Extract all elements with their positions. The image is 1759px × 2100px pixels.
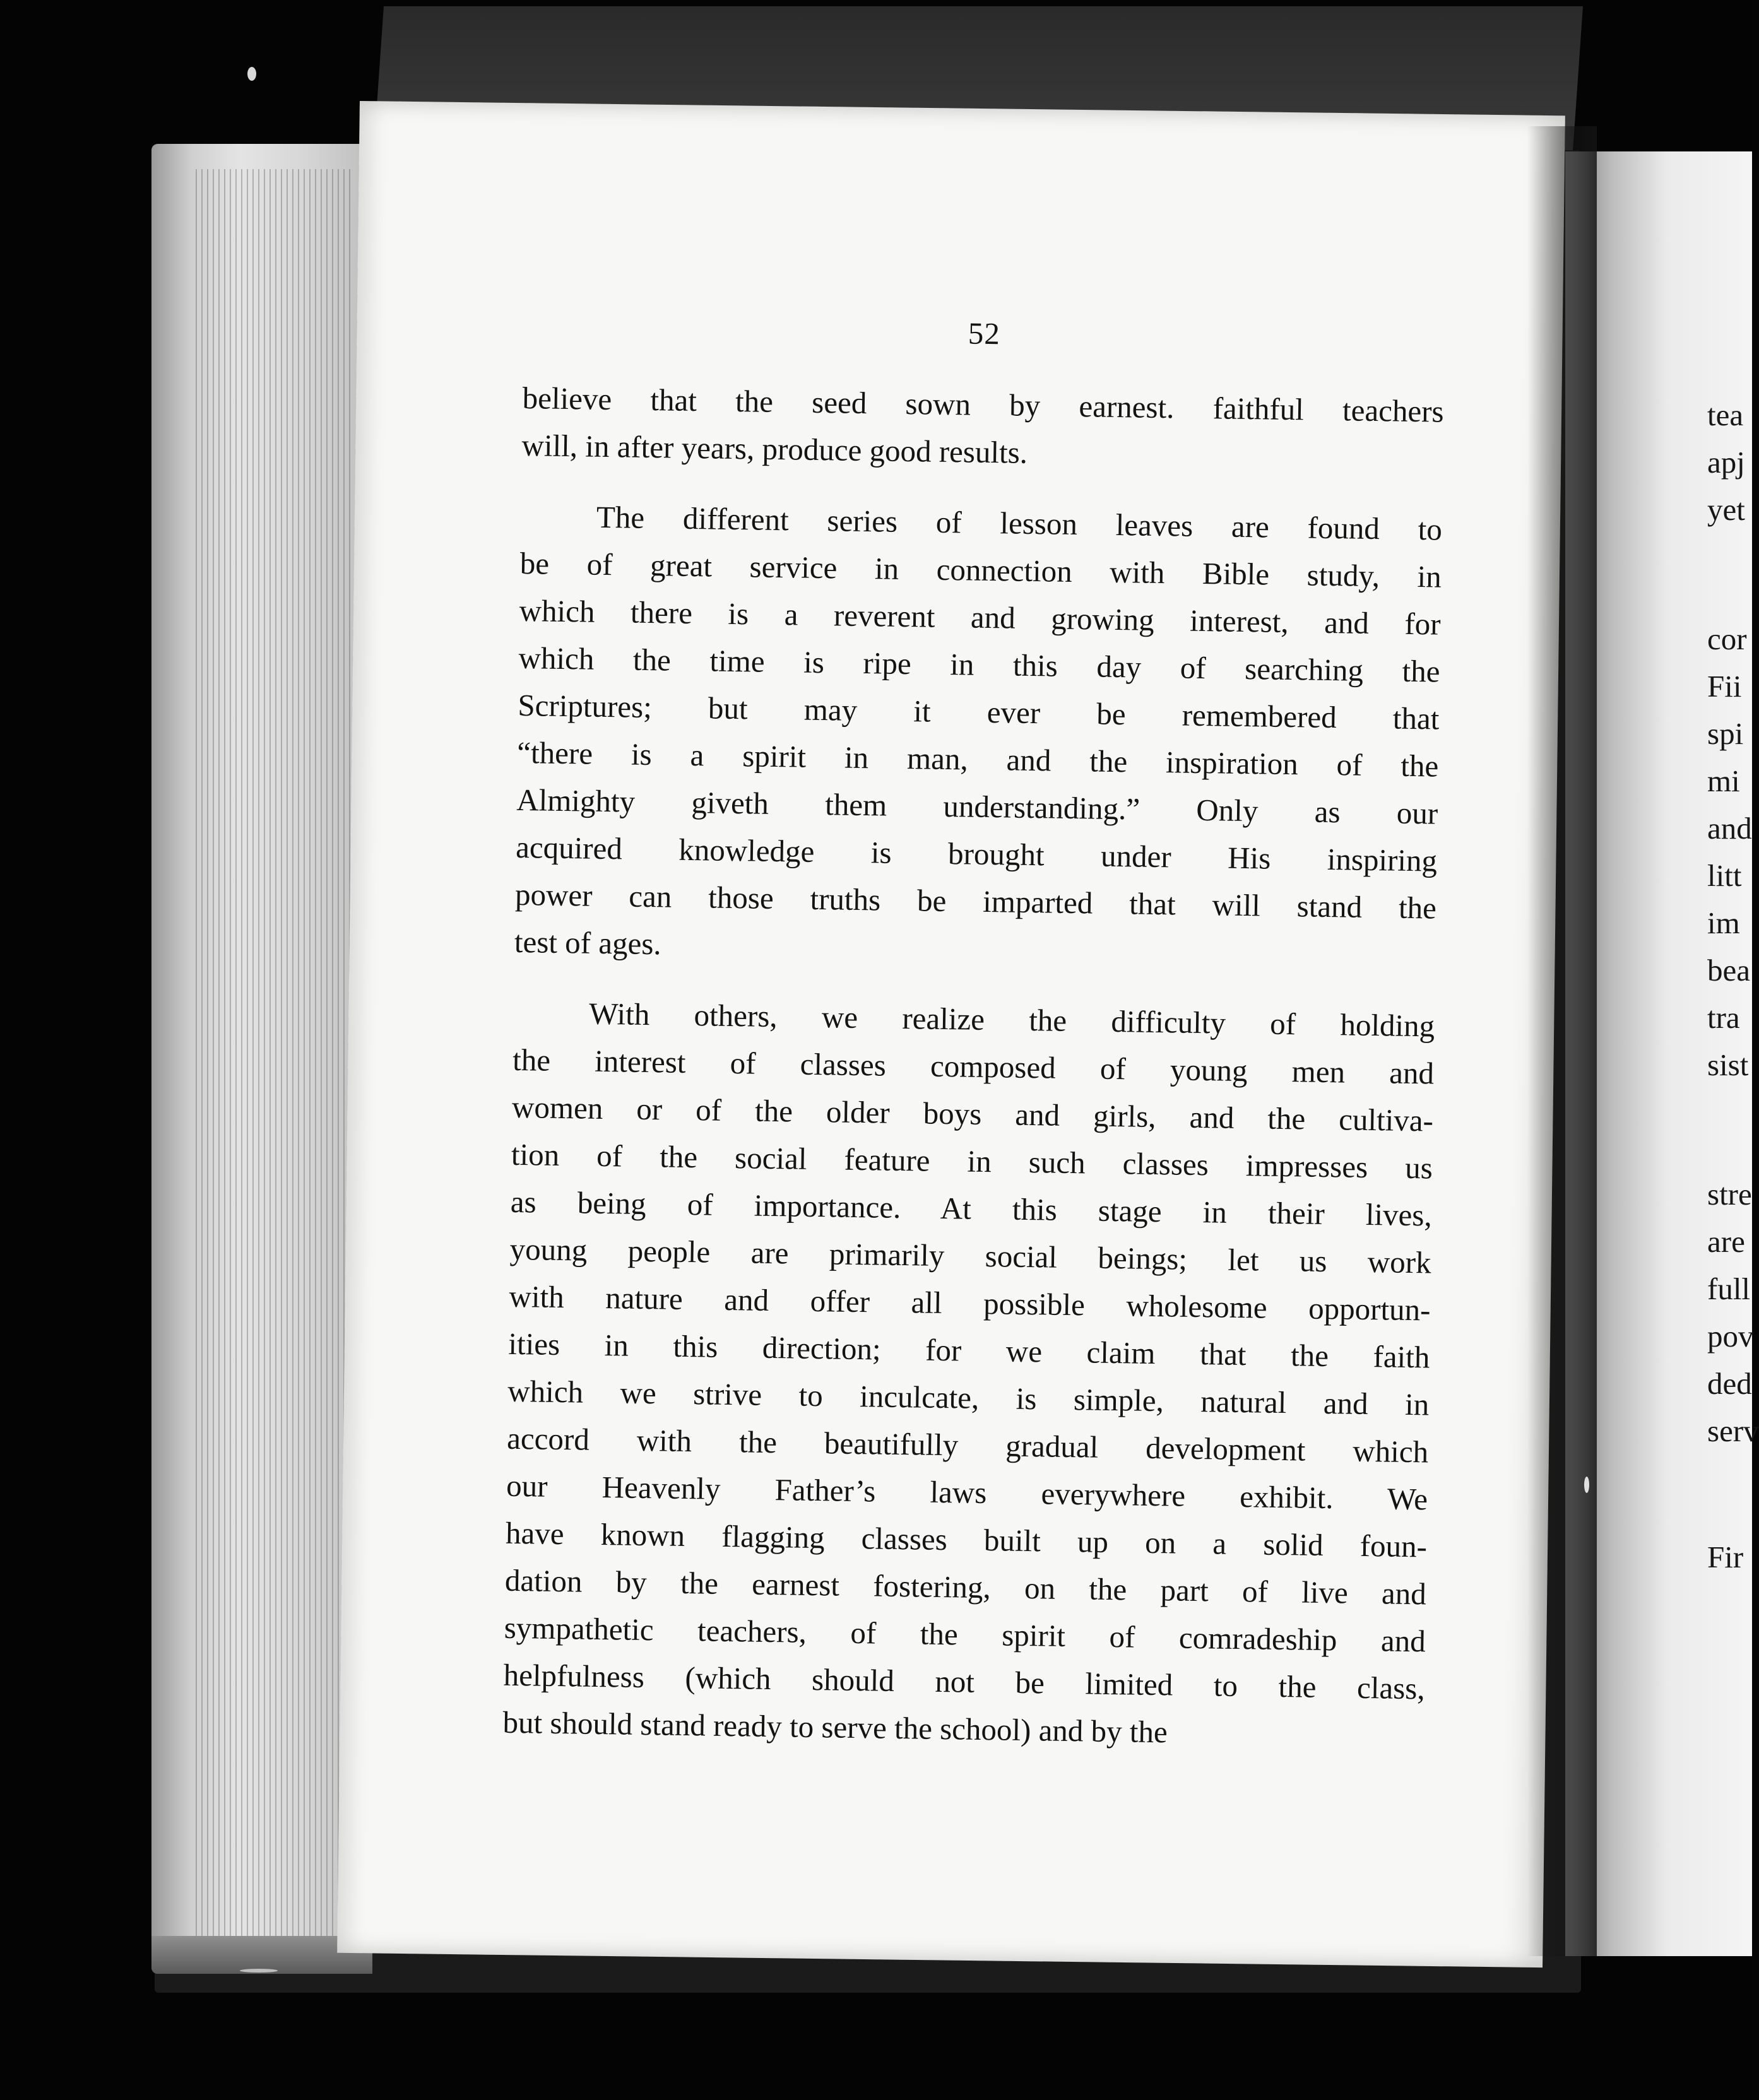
text-line: The different series of lesson leaves are found to: [596, 499, 1443, 547]
dust-speck: [247, 67, 256, 81]
text-line: ities in this direction; for we claim that the faith: [508, 1326, 1430, 1375]
facing-page-fragment: stre: [1707, 1177, 1752, 1212]
facing-page-fragment: bea: [1707, 953, 1750, 988]
text-line: test of ages.: [514, 924, 662, 962]
text-line: tion of the social feature in such classes impresses us: [511, 1136, 1433, 1186]
facing-page-fragment: apj: [1707, 445, 1745, 480]
facing-page-fragment: ded: [1707, 1366, 1752, 1401]
text-line: helpfulness (which should not be limited to the class,: [503, 1657, 1425, 1706]
facing-page-fragment: pov: [1707, 1319, 1754, 1354]
text-line: dation by the earnest fostering, on the part of live and: [504, 1562, 1427, 1612]
facing-page-fragment-group: [1707, 1533, 1758, 1581]
text-line: be of great service in connection with Bible study, in: [519, 545, 1442, 594]
text-line: women or of the older boys and girls, and the cultiva-: [511, 1089, 1434, 1138]
text-line: with nature and offer all possible wholesome opportun-: [509, 1278, 1431, 1328]
facing-page-fragment: sist: [1707, 1047, 1749, 1082]
facing-page-fragment: serv: [1707, 1413, 1759, 1448]
page-edges: [151, 144, 372, 1974]
text-line: as being of importance. At this stage in their lives,: [510, 1184, 1433, 1233]
facing-page-fragment-group: [1707, 391, 1758, 533]
facing-page-fragment: mi: [1707, 764, 1740, 798]
text-line: which there is a reverent and growing interest, and for: [519, 593, 1442, 642]
text-line: sympathetic teachers, of the spirit of comradeship and: [504, 1610, 1426, 1659]
text-line: With others, we realize the difficulty of holding: [588, 996, 1435, 1044]
facing-page-fragment: tea: [1707, 398, 1744, 432]
dust-speck: [240, 1969, 278, 1973]
text-line: will, in after years, produce good results.: [521, 427, 1028, 470]
text-line: power can those truths be imparted that will stand the: [514, 876, 1437, 926]
facing-page-fragment: litt: [1707, 858, 1742, 893]
text-line: young people are primarily social beings; let us work: [509, 1231, 1432, 1280]
facing-page-fragment: and: [1707, 811, 1752, 846]
facing-page-fragment: full: [1707, 1271, 1751, 1306]
facing-page-fragment: are: [1707, 1224, 1745, 1259]
text-line: the interest of classes composed of young men and: [512, 1042, 1435, 1091]
facing-page-fragment-group: [1707, 1171, 1758, 1454]
facing-page-fragment: cor: [1707, 622, 1747, 656]
page-paragraphs: [502, 374, 1444, 1759]
facing-page-fragment: im: [1707, 905, 1740, 940]
text-line: which we strive to inculcate, is simple, natural and in: [507, 1373, 1430, 1422]
page-number: 52: [968, 316, 1001, 351]
text-line: acquired knowledge is brought under His inspiring: [515, 829, 1438, 878]
gutter-shadow: [1527, 126, 1597, 1956]
facing-page-fragment: Fir: [1707, 1540, 1744, 1574]
text-line: Almighty giveth them understanding.” Only as our: [516, 782, 1438, 831]
text-line: believe that the seed sown by earnest. faithful teachers: [522, 380, 1445, 429]
text-line: accord with the beautifully gradual development which: [506, 1420, 1429, 1470]
paragraph: [514, 492, 1442, 979]
page-edge-lines: [196, 169, 353, 1949]
text-line: “there is a spirit in man, and the inspiration of the: [517, 734, 1439, 784]
facing-page-fragment-group: [1707, 615, 1758, 1088]
facing-page-fragment: yet: [1707, 492, 1745, 527]
paragraph: [502, 989, 1435, 1760]
facing-page-fragment: spi: [1707, 716, 1744, 751]
text-line: Scriptures; but may it ever be remembered that: [518, 687, 1440, 736]
facing-page-fragment: tra: [1707, 1000, 1740, 1035]
paragraph: [521, 374, 1444, 483]
page-text: [502, 303, 1445, 1783]
text-line: but should stand ready to serve the school) and by the: [502, 1704, 1168, 1750]
dust-speck: [1584, 1477, 1589, 1493]
text-line: have known flagging classes built up on a solid foun-: [505, 1515, 1428, 1564]
text-line: our Heavenly Father’s laws everywhere exhibit. We: [506, 1468, 1428, 1517]
facing-page-fragment: Fii: [1707, 669, 1742, 704]
text-line: which the time is ripe in this day of searching the: [518, 640, 1440, 689]
